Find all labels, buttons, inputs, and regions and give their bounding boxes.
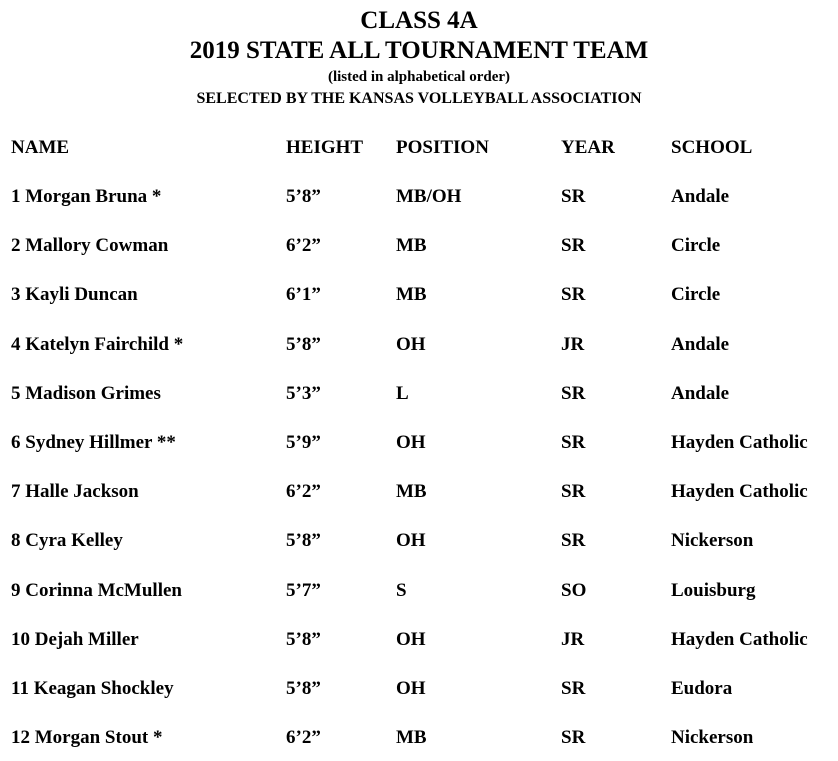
- cell-name: 7 Halle Jackson: [11, 481, 139, 502]
- cell-year: SR: [561, 186, 586, 207]
- cell-name: 1 Morgan Bruna *: [11, 186, 162, 207]
- cell-school: Nickerson: [671, 530, 754, 551]
- cell-year: SR: [561, 383, 586, 404]
- table-row: [0, 184, 838, 210]
- document-title: CLASS 4A: [360, 7, 478, 34]
- column-header-height: HEIGHT: [286, 137, 364, 158]
- cell-year: SR: [561, 235, 586, 256]
- cell-position: MB: [396, 727, 427, 748]
- cell-position: MB/OH: [396, 186, 462, 207]
- cell-year: JR: [561, 334, 585, 355]
- cell-school: Hayden Catholic: [671, 432, 808, 453]
- cell-school: Andale: [671, 383, 730, 404]
- table-row: [0, 627, 838, 653]
- document-subtitle: 2019 STATE ALL TOURNAMENT TEAM: [189, 37, 649, 64]
- cell-position: MB: [396, 284, 427, 305]
- cell-year: SR: [561, 678, 586, 699]
- cell-year: SR: [561, 432, 586, 453]
- cell-name: 8 Cyra Kelley: [11, 530, 123, 551]
- cell-year: SR: [561, 727, 586, 748]
- cell-height: 5’7”: [286, 580, 321, 601]
- cell-school: Circle: [671, 235, 721, 256]
- cell-height: 5’8”: [286, 530, 321, 551]
- table-row: [0, 725, 838, 751]
- cell-school: Andale: [671, 186, 730, 207]
- table-row: [0, 381, 838, 407]
- cell-name: 6 Sydney Hillmer **: [11, 432, 176, 453]
- cell-name: 2 Mallory Cowman: [11, 235, 169, 256]
- cell-height: 6’2”: [286, 727, 321, 748]
- cell-name: 9 Corinna McMullen: [11, 580, 182, 601]
- cell-school: Hayden Catholic: [671, 629, 808, 650]
- cell-school: Nickerson: [671, 727, 754, 748]
- cell-name: 5 Madison Grimes: [11, 383, 161, 404]
- cell-school: Circle: [671, 284, 721, 305]
- cell-school: Hayden Catholic: [671, 481, 808, 502]
- table-row: [0, 430, 838, 456]
- selection-credit: SELECTED BY THE KANSAS VOLLEYBALL ASSOCIATION: [196, 90, 642, 107]
- cell-height: 5’8”: [286, 186, 321, 207]
- cell-height: 6’2”: [286, 235, 321, 256]
- table-row: [0, 233, 838, 259]
- cell-position: OH: [396, 432, 426, 453]
- cell-name: 11 Keagan Shockley: [11, 678, 174, 699]
- cell-school: Louisburg: [671, 580, 756, 601]
- column-header-year: YEAR: [561, 137, 615, 158]
- table-row: [0, 479, 838, 505]
- column-header-school: SCHOOL: [671, 137, 753, 158]
- column-header-position: POSITION: [396, 137, 489, 158]
- table-row: [0, 282, 838, 308]
- cell-year: SR: [561, 284, 586, 305]
- cell-position: OH: [396, 530, 426, 551]
- cell-name: 12 Morgan Stout *: [11, 727, 163, 748]
- table-row: [0, 676, 838, 702]
- cell-year: SR: [561, 530, 586, 551]
- cell-height: 5’3”: [286, 383, 321, 404]
- cell-school: Andale: [671, 334, 730, 355]
- cell-height: 5’8”: [286, 678, 321, 699]
- cell-year: SO: [561, 580, 587, 601]
- cell-position: MB: [396, 481, 427, 502]
- table-row: [0, 332, 838, 358]
- cell-position: OH: [396, 629, 426, 650]
- cell-height: 6’1”: [286, 284, 321, 305]
- cell-position: MB: [396, 235, 427, 256]
- cell-height: 5’8”: [286, 629, 321, 650]
- cell-name: 4 Katelyn Fairchild *: [11, 334, 184, 355]
- table-header-row: [0, 135, 838, 161]
- cell-height: 5’9”: [286, 432, 321, 453]
- cell-year: SR: [561, 481, 586, 502]
- cell-position: OH: [396, 678, 426, 699]
- table-row: [0, 528, 838, 554]
- cell-height: 6’2”: [286, 481, 321, 502]
- cell-name: 10 Dejah Miller: [11, 629, 139, 650]
- cell-name: 3 Kayli Duncan: [11, 284, 138, 305]
- cell-year: JR: [561, 629, 585, 650]
- cell-position: L: [396, 383, 409, 404]
- cell-position: OH: [396, 334, 426, 355]
- cell-height: 5’8”: [286, 334, 321, 355]
- column-header-name: NAME: [11, 137, 70, 158]
- cell-position: S: [396, 580, 407, 601]
- cell-school: Eudora: [671, 678, 733, 699]
- table-row: [0, 578, 838, 604]
- document-note: (listed in alphabetical order): [327, 69, 511, 85]
